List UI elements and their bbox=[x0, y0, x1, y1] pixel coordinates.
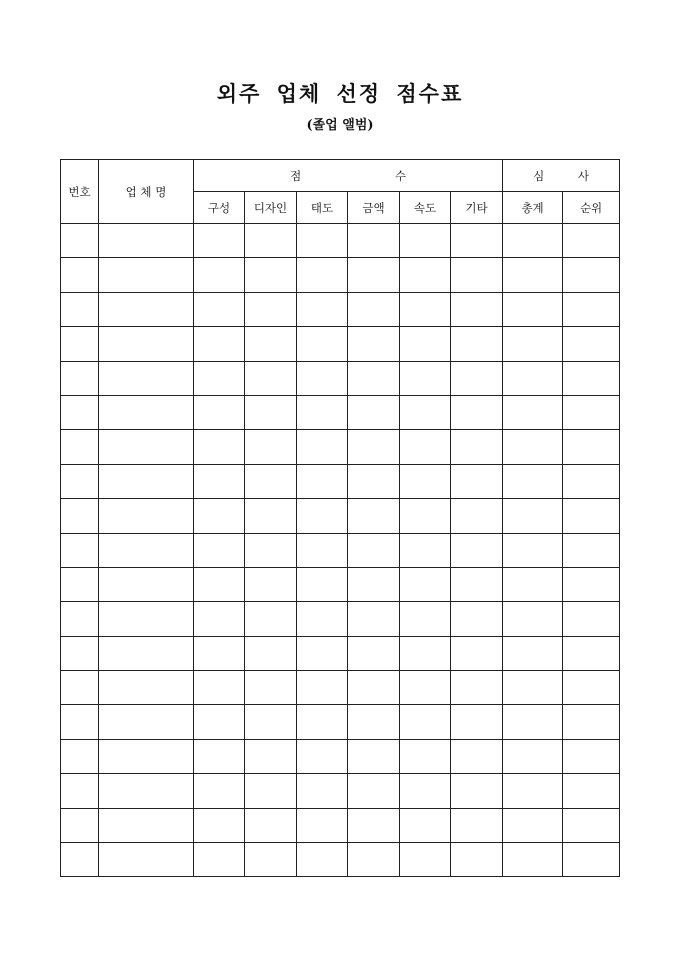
header-attitude: 태도 bbox=[297, 192, 348, 224]
cell-price[interactable] bbox=[348, 464, 400, 498]
cell-total[interactable] bbox=[503, 567, 563, 601]
cell-design[interactable] bbox=[245, 292, 297, 326]
cell-attitude[interactable] bbox=[297, 739, 348, 773]
cell-composition[interactable] bbox=[194, 430, 245, 464]
cell-composition[interactable] bbox=[194, 464, 245, 498]
cell-speed[interactable] bbox=[400, 499, 451, 533]
cell-attitude[interactable] bbox=[297, 361, 348, 395]
cell-design[interactable] bbox=[245, 430, 297, 464]
cell-composition[interactable] bbox=[194, 327, 245, 361]
table-row bbox=[61, 499, 620, 533]
cell-number[interactable] bbox=[61, 602, 99, 636]
cell-composition[interactable] bbox=[194, 602, 245, 636]
cell-rank[interactable] bbox=[563, 843, 620, 877]
table-row bbox=[61, 430, 620, 464]
cell-price[interactable] bbox=[348, 258, 400, 292]
table-row bbox=[61, 808, 620, 842]
cell-number[interactable] bbox=[61, 533, 99, 567]
cell-rank[interactable] bbox=[563, 533, 620, 567]
cell-total[interactable] bbox=[503, 499, 563, 533]
cell-total[interactable] bbox=[503, 292, 563, 326]
cell-total[interactable] bbox=[503, 705, 563, 739]
cell-attitude[interactable] bbox=[297, 430, 348, 464]
cell-composition[interactable] bbox=[194, 671, 245, 705]
cell-composition[interactable] bbox=[194, 774, 245, 808]
score-table bbox=[60, 159, 620, 877]
cell-composition[interactable] bbox=[194, 395, 245, 429]
cell-rank[interactable] bbox=[563, 327, 620, 361]
cell-rank[interactable] bbox=[563, 464, 620, 498]
table-row bbox=[61, 843, 620, 877]
cell-speed[interactable] bbox=[400, 567, 451, 601]
cell-attitude[interactable] bbox=[297, 843, 348, 877]
header-composition: 구성 bbox=[194, 192, 245, 224]
cell-rank[interactable] bbox=[563, 499, 620, 533]
cell-rank[interactable] bbox=[563, 361, 620, 395]
cell-rank[interactable] bbox=[563, 395, 620, 429]
cell-company-name[interactable] bbox=[99, 327, 194, 361]
cell-price[interactable] bbox=[348, 327, 400, 361]
cell-total[interactable] bbox=[503, 671, 563, 705]
cell-composition[interactable] bbox=[194, 808, 245, 842]
cell-speed[interactable] bbox=[400, 395, 451, 429]
cell-total[interactable] bbox=[503, 395, 563, 429]
cell-company-name[interactable] bbox=[99, 258, 194, 292]
cell-rank[interactable] bbox=[563, 705, 620, 739]
cell-attitude[interactable] bbox=[297, 602, 348, 636]
cell-speed[interactable] bbox=[400, 808, 451, 842]
cell-total[interactable] bbox=[503, 602, 563, 636]
cell-attitude[interactable] bbox=[297, 533, 348, 567]
cell-other[interactable] bbox=[451, 464, 503, 498]
header-review-group bbox=[503, 160, 620, 192]
page-title: 외주 업체 선정 점수표 bbox=[216, 81, 464, 106]
cell-price[interactable] bbox=[348, 292, 400, 326]
table-row bbox=[61, 292, 620, 326]
cell-design[interactable] bbox=[245, 499, 297, 533]
cell-design[interactable] bbox=[245, 774, 297, 808]
cell-price[interactable] bbox=[348, 361, 400, 395]
cell-number[interactable] bbox=[61, 499, 99, 533]
cell-design[interactable] bbox=[245, 327, 297, 361]
cell-attitude[interactable] bbox=[297, 705, 348, 739]
table-row bbox=[61, 602, 620, 636]
cell-rank[interactable] bbox=[563, 636, 620, 670]
cell-attitude[interactable] bbox=[297, 464, 348, 498]
cell-composition[interactable] bbox=[194, 361, 245, 395]
cell-company-name[interactable] bbox=[99, 602, 194, 636]
cell-total[interactable] bbox=[503, 774, 563, 808]
header-score-group-label: 점 수 bbox=[290, 168, 406, 183]
cell-other[interactable] bbox=[451, 499, 503, 533]
cell-design[interactable] bbox=[245, 705, 297, 739]
cell-composition[interactable] bbox=[194, 636, 245, 670]
cell-company-name[interactable] bbox=[99, 361, 194, 395]
cell-total[interactable] bbox=[503, 636, 563, 670]
cell-number[interactable] bbox=[61, 843, 99, 877]
cell-price[interactable] bbox=[348, 739, 400, 773]
score-table-body bbox=[61, 224, 620, 877]
cell-total[interactable] bbox=[503, 808, 563, 842]
header-speed: 속도 bbox=[400, 192, 451, 224]
header-other: 기타 bbox=[451, 192, 503, 224]
cell-number[interactable] bbox=[61, 395, 99, 429]
cell-speed[interactable] bbox=[400, 602, 451, 636]
cell-company-name[interactable] bbox=[99, 774, 194, 808]
cell-price[interactable] bbox=[348, 636, 400, 670]
cell-attitude[interactable] bbox=[297, 292, 348, 326]
cell-number[interactable] bbox=[61, 464, 99, 498]
cell-speed[interactable] bbox=[400, 843, 451, 877]
cell-company-name[interactable] bbox=[99, 843, 194, 877]
cell-price[interactable] bbox=[348, 567, 400, 601]
cell-company-name[interactable] bbox=[99, 705, 194, 739]
cell-price[interactable] bbox=[348, 499, 400, 533]
cell-composition[interactable] bbox=[194, 258, 245, 292]
cell-rank[interactable] bbox=[563, 430, 620, 464]
cell-other[interactable] bbox=[451, 602, 503, 636]
cell-other[interactable] bbox=[451, 533, 503, 567]
cell-number[interactable] bbox=[61, 258, 99, 292]
cell-speed[interactable] bbox=[400, 636, 451, 670]
cell-rank[interactable] bbox=[563, 602, 620, 636]
cell-other[interactable] bbox=[451, 808, 503, 842]
cell-price[interactable] bbox=[348, 843, 400, 877]
cell-speed[interactable] bbox=[400, 671, 451, 705]
cell-rank[interactable] bbox=[563, 258, 620, 292]
cell-company-name[interactable] bbox=[99, 671, 194, 705]
table-row bbox=[61, 636, 620, 670]
table-row bbox=[61, 224, 620, 258]
cell-design[interactable] bbox=[245, 567, 297, 601]
cell-composition[interactable] bbox=[194, 739, 245, 773]
cell-design[interactable] bbox=[245, 464, 297, 498]
cell-rank[interactable] bbox=[563, 739, 620, 773]
cell-speed[interactable] bbox=[400, 430, 451, 464]
cell-design[interactable] bbox=[245, 361, 297, 395]
header-row-top bbox=[61, 160, 620, 192]
cell-speed[interactable] bbox=[400, 224, 451, 258]
table-row bbox=[61, 739, 620, 773]
cell-design[interactable] bbox=[245, 395, 297, 429]
cell-attitude[interactable] bbox=[297, 327, 348, 361]
table-row bbox=[61, 395, 620, 429]
cell-composition[interactable] bbox=[194, 499, 245, 533]
cell-number[interactable] bbox=[61, 739, 99, 773]
cell-speed[interactable] bbox=[400, 464, 451, 498]
cell-rank[interactable] bbox=[563, 808, 620, 842]
cell-composition[interactable] bbox=[194, 533, 245, 567]
cell-price[interactable] bbox=[348, 430, 400, 464]
cell-composition[interactable] bbox=[194, 292, 245, 326]
table-row bbox=[61, 361, 620, 395]
cell-attitude[interactable] bbox=[297, 395, 348, 429]
cell-company-name[interactable] bbox=[99, 464, 194, 498]
cell-design[interactable] bbox=[245, 533, 297, 567]
table-row bbox=[61, 671, 620, 705]
table-row bbox=[61, 567, 620, 601]
cell-total[interactable] bbox=[503, 430, 563, 464]
cell-company-name[interactable] bbox=[99, 395, 194, 429]
cell-attitude[interactable] bbox=[297, 567, 348, 601]
cell-company-name[interactable] bbox=[99, 739, 194, 773]
cell-other[interactable] bbox=[451, 739, 503, 773]
cell-composition[interactable] bbox=[194, 567, 245, 601]
table-row bbox=[61, 533, 620, 567]
cell-design[interactable] bbox=[245, 602, 297, 636]
cell-price[interactable] bbox=[348, 808, 400, 842]
cell-number[interactable] bbox=[61, 808, 99, 842]
cell-rank[interactable] bbox=[563, 292, 620, 326]
cell-design[interactable] bbox=[245, 636, 297, 670]
table-row bbox=[61, 774, 620, 808]
table-row bbox=[61, 705, 620, 739]
cell-speed[interactable] bbox=[400, 327, 451, 361]
cell-other[interactable] bbox=[451, 361, 503, 395]
cell-speed[interactable] bbox=[400, 774, 451, 808]
cell-number[interactable] bbox=[61, 567, 99, 601]
cell-other[interactable] bbox=[451, 292, 503, 326]
cell-rank[interactable] bbox=[563, 567, 620, 601]
cell-price[interactable] bbox=[348, 705, 400, 739]
cell-number[interactable] bbox=[61, 636, 99, 670]
cell-design[interactable] bbox=[245, 258, 297, 292]
cell-price[interactable] bbox=[348, 774, 400, 808]
cell-rank[interactable] bbox=[563, 671, 620, 705]
cell-price[interactable] bbox=[348, 533, 400, 567]
cell-total[interactable] bbox=[503, 224, 563, 258]
cell-total[interactable] bbox=[503, 258, 563, 292]
header-design: 디자인 bbox=[245, 192, 297, 224]
cell-speed[interactable] bbox=[400, 292, 451, 326]
header-total: 총계 bbox=[503, 192, 563, 224]
cell-number[interactable] bbox=[61, 224, 99, 258]
cell-number[interactable] bbox=[61, 774, 99, 808]
cell-other[interactable] bbox=[451, 774, 503, 808]
cell-other[interactable] bbox=[451, 843, 503, 877]
cell-speed[interactable] bbox=[400, 361, 451, 395]
cell-company-name[interactable] bbox=[99, 808, 194, 842]
cell-other[interactable] bbox=[451, 430, 503, 464]
cell-attitude[interactable] bbox=[297, 774, 348, 808]
cell-design[interactable] bbox=[245, 671, 297, 705]
header-score-group bbox=[194, 160, 503, 192]
cell-attitude[interactable] bbox=[297, 258, 348, 292]
cell-attitude[interactable] bbox=[297, 671, 348, 705]
cell-other[interactable] bbox=[451, 258, 503, 292]
cell-other[interactable] bbox=[451, 705, 503, 739]
cell-composition[interactable] bbox=[194, 843, 245, 877]
cell-price[interactable] bbox=[348, 224, 400, 258]
page-subtitle: (졸업 앨범) bbox=[306, 118, 374, 133]
header-review-group-label: 심 사 bbox=[533, 168, 589, 183]
cell-company-name[interactable] bbox=[99, 499, 194, 533]
cell-composition[interactable] bbox=[194, 224, 245, 258]
cell-company-name[interactable] bbox=[99, 567, 194, 601]
cell-other[interactable] bbox=[451, 636, 503, 670]
cell-rank[interactable] bbox=[563, 774, 620, 808]
cell-design[interactable] bbox=[245, 224, 297, 258]
table-row bbox=[61, 464, 620, 498]
cell-number[interactable] bbox=[61, 292, 99, 326]
cell-attitude[interactable] bbox=[297, 224, 348, 258]
cell-total[interactable] bbox=[503, 361, 563, 395]
cell-company-name[interactable] bbox=[99, 430, 194, 464]
cell-total[interactable] bbox=[503, 327, 563, 361]
cell-attitude[interactable] bbox=[297, 499, 348, 533]
cell-other[interactable] bbox=[451, 671, 503, 705]
cell-price[interactable] bbox=[348, 602, 400, 636]
cell-other[interactable] bbox=[451, 395, 503, 429]
cell-speed[interactable] bbox=[400, 258, 451, 292]
cell-price[interactable] bbox=[348, 671, 400, 705]
cell-number[interactable] bbox=[61, 361, 99, 395]
cell-attitude[interactable] bbox=[297, 808, 348, 842]
header-price: 금액 bbox=[348, 192, 400, 224]
cell-number[interactable] bbox=[61, 430, 99, 464]
cell-total[interactable] bbox=[503, 464, 563, 498]
cell-speed[interactable] bbox=[400, 705, 451, 739]
cell-company-name[interactable] bbox=[99, 533, 194, 567]
cell-other[interactable] bbox=[451, 327, 503, 361]
cell-attitude[interactable] bbox=[297, 636, 348, 670]
cell-total[interactable] bbox=[503, 739, 563, 773]
cell-company-name[interactable] bbox=[99, 636, 194, 670]
table-row bbox=[61, 258, 620, 292]
cell-composition[interactable] bbox=[194, 705, 245, 739]
cell-number[interactable] bbox=[61, 671, 99, 705]
cell-speed[interactable] bbox=[400, 533, 451, 567]
cell-other[interactable] bbox=[451, 567, 503, 601]
table-row bbox=[61, 327, 620, 361]
cell-total[interactable] bbox=[503, 843, 563, 877]
cell-design[interactable] bbox=[245, 739, 297, 773]
cell-price[interactable] bbox=[348, 395, 400, 429]
cell-rank[interactable] bbox=[563, 224, 620, 258]
cell-number[interactable] bbox=[61, 705, 99, 739]
cell-design[interactable] bbox=[245, 843, 297, 877]
cell-company-name[interactable] bbox=[99, 224, 194, 258]
cell-total[interactable] bbox=[503, 533, 563, 567]
cell-design[interactable] bbox=[245, 808, 297, 842]
cell-other[interactable] bbox=[451, 224, 503, 258]
cell-number[interactable] bbox=[61, 327, 99, 361]
cell-speed[interactable] bbox=[400, 739, 451, 773]
header-rank: 순위 bbox=[563, 192, 620, 224]
header-company-name: 업 체 명 bbox=[99, 160, 194, 224]
cell-company-name[interactable] bbox=[99, 292, 194, 326]
header-number: 번호 bbox=[61, 160, 99, 224]
